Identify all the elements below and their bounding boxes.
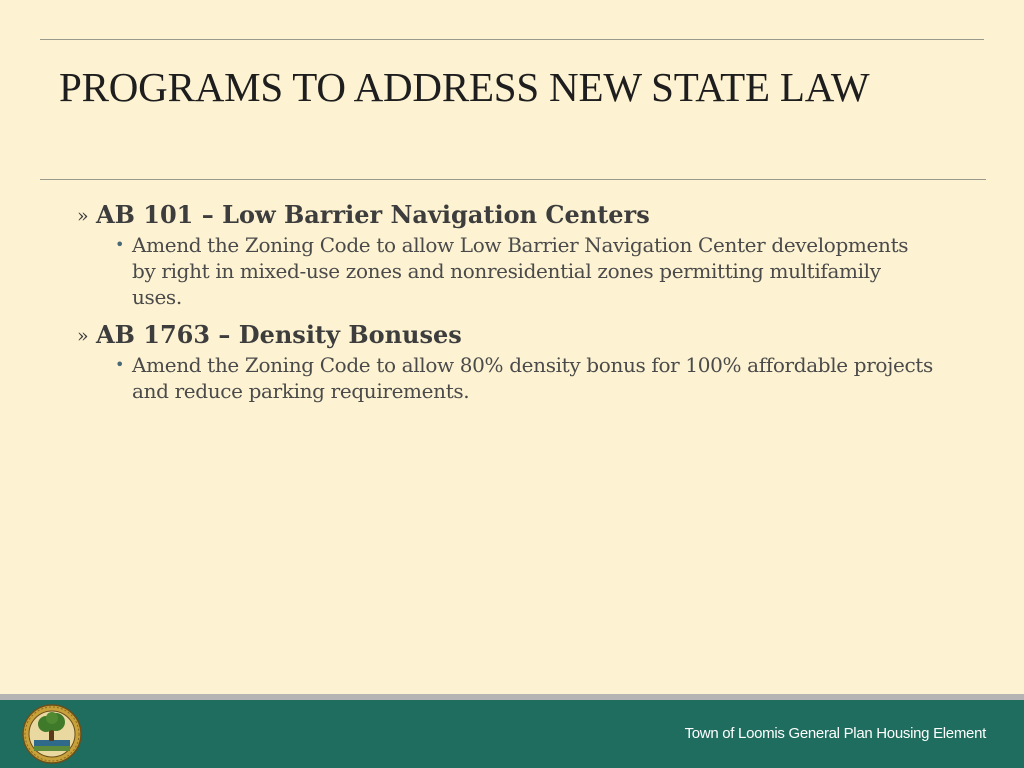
- sub-bullet: [76, 352, 936, 404]
- list-item: [76, 318, 936, 404]
- dot-bullet-icon: •: [115, 235, 125, 254]
- chevron-bullet-icon: »: [77, 325, 89, 347]
- sub-bullet: [76, 232, 936, 310]
- item-heading: [76, 198, 936, 232]
- top-divider: [40, 39, 984, 40]
- item-heading-text: AB 1763 – Density Bonuses: [96, 320, 462, 349]
- footer-bar: [0, 700, 1024, 768]
- town-seal-icon: [22, 704, 82, 764]
- slide-content: [76, 198, 936, 412]
- slide-title: PROGRAMS TO ADDRESS NEW STATE LAW: [59, 64, 870, 110]
- item-heading: [76, 318, 936, 352]
- sub-bullet-text: Amend the Zoning Code to allow Low Barrier Navigation Center developments by right in mixed-use zones and nonresidential zones permitting multifamily uses.: [132, 233, 909, 309]
- chevron-bullet-icon: »: [77, 205, 89, 227]
- dot-bullet-icon: •: [115, 355, 125, 374]
- list-item: [76, 198, 936, 310]
- footer-text: Town of Loomis General Plan Housing Element: [684, 725, 986, 742]
- title-divider: [40, 179, 986, 180]
- item-heading-text: AB 101 – Low Barrier Navigation Centers: [96, 200, 650, 229]
- sub-bullet-text: Amend the Zoning Code to allow 80% density bonus for 100% affordable projects and reduce parking requirements.: [132, 353, 933, 403]
